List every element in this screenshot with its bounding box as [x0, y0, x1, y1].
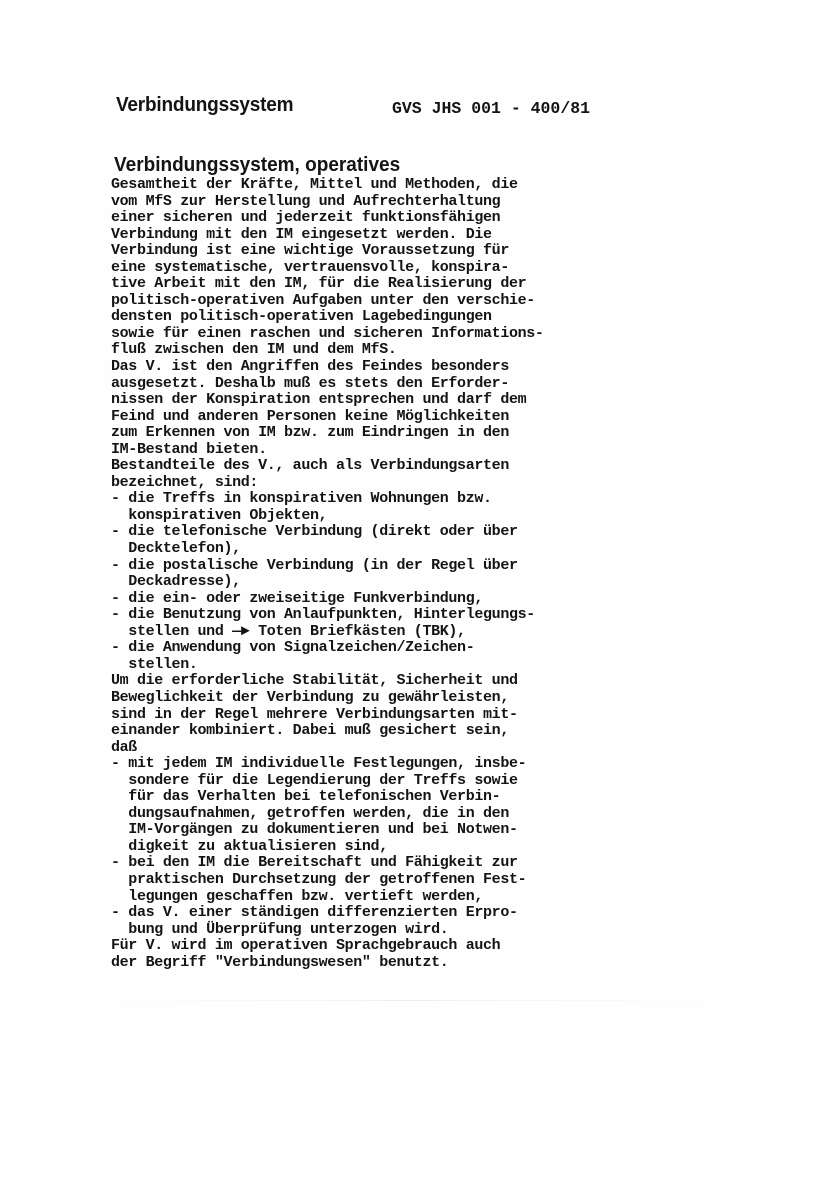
body-line: einer sicheren und jederzeit funktionsfähigen	[111, 209, 501, 227]
body-line: - die telefonische Verbindung (direkt oder über	[111, 523, 518, 541]
body-line: legungen geschaffen bzw. vertieft werden,	[111, 887, 484, 905]
body-line: eine systematische, vertrauensvolle, konspira-	[111, 258, 509, 276]
body-line: fluß zwischen den IM und dem MfS.	[111, 341, 397, 359]
body-line: bezeichnet, sind:	[111, 473, 259, 491]
body-line: sondere für die Legendierung der Treffs sowie	[111, 771, 518, 789]
body-line: - die Treffs in konspirativen Wohnungen bzw.	[111, 490, 492, 508]
body-line: tive Arbeit mit den IM, für die Realisierung der	[111, 275, 527, 293]
document-reference: GVS JHS 001 - 400/81	[392, 99, 591, 118]
body-line: Feind und anderen Personen keine Möglichkeiten	[111, 407, 509, 425]
body-line: nissen der Konspiration entsprechen und darf dem	[111, 391, 527, 409]
body-line: Verbindung ist eine wichtige Voraussetzung für	[111, 242, 509, 260]
body-line: digkeit zu aktualisieren sind,	[111, 837, 388, 855]
body-line: Das V. ist den Angriffen des Feindes besonders	[111, 358, 509, 376]
body-line: - die Benutzung von Anlaufpunkten, Hinterlegungs-	[111, 606, 535, 624]
body-line: sowie für einen raschen und sicheren Informations-	[111, 324, 544, 342]
body-line: - die ein- oder zweiseitige Funkverbindung,	[111, 589, 484, 607]
body-line: praktischen Durchsetzung der getroffenen Fest-	[111, 870, 527, 888]
body-line: Um die erforderliche Stabilität, Sicherheit und	[111, 672, 518, 690]
body-line: IM-Bestand bieten.	[111, 440, 267, 458]
body-line: zum Erkennen von IM bzw. zum Eindringen in den	[111, 424, 509, 442]
running-head: Verbindungssystem	[116, 94, 294, 116]
body-line: Beweglichkeit der Verbindung zu gewährleisten,	[111, 688, 509, 706]
body-line: einander kombiniert. Dabei muß gesichert sein,	[111, 722, 509, 740]
body-line: stellen und —► Toten Briefkästen (TBK),	[111, 622, 466, 640]
body-line: Für V. wird im operativen Sprachgebrauch auch	[111, 937, 501, 955]
body-line: daß	[111, 738, 137, 756]
body-line: Gesamtheit der Kräfte, Mittel und Methoden, die	[111, 176, 518, 193]
body-line: konspirativen Objekten,	[111, 506, 328, 524]
entry-body	[111, 177, 671, 971]
body-line: Verbindung mit den IM eingesetzt werden. Die	[111, 225, 492, 243]
body-line: stellen.	[111, 655, 198, 673]
body-line: für das Verhalten bei telefonischen Verbin-	[111, 788, 501, 806]
body-line: - mit jedem IM individuelle Festlegungen, insbe-	[111, 755, 527, 773]
body-line: bung und Überprüfung unterzogen wird.	[111, 920, 449, 938]
body-line: - bei den IM die Bereitschaft und Fähigkeit zur	[111, 854, 518, 872]
body-line: - die Anwendung von Signalzeichen/Zeichen-	[111, 639, 475, 657]
body-line: der Begriff "Verbindungswesen" benutzt.	[111, 953, 449, 971]
body-line: densten politisch-operativen Lagebedingungen	[111, 308, 492, 326]
entry-title: Verbindungssystem, operatives	[114, 154, 401, 176]
page-fold-mark	[104, 1000, 716, 1001]
body-line: politisch-operativen Aufgaben unter den verschie-	[111, 291, 535, 309]
body-line: ausgesetzt. Deshalb muß es stets den Erforder-	[111, 374, 509, 392]
body-line: IM-Vorgängen zu dokumentieren und bei Notwen-	[111, 821, 518, 839]
body-line: - die postalische Verbindung (in der Regel über	[111, 556, 518, 574]
body-line: vom MfS zur Herstellung und Aufrechterhaltung	[111, 192, 501, 210]
body-line: Deckadresse),	[111, 573, 241, 591]
body-line: Bestandteile des V., auch als Verbindungsarten	[111, 457, 509, 475]
body-line: - das V. einer ständigen differenzierten Erpro-	[111, 904, 518, 922]
body-line: sind in der Regel mehrere Verbindungsarten mit-	[111, 705, 518, 723]
body-line: dungsaufnahmen, getroffen werden, die in den	[111, 804, 509, 822]
body-line: Decktelefon),	[111, 540, 241, 558]
